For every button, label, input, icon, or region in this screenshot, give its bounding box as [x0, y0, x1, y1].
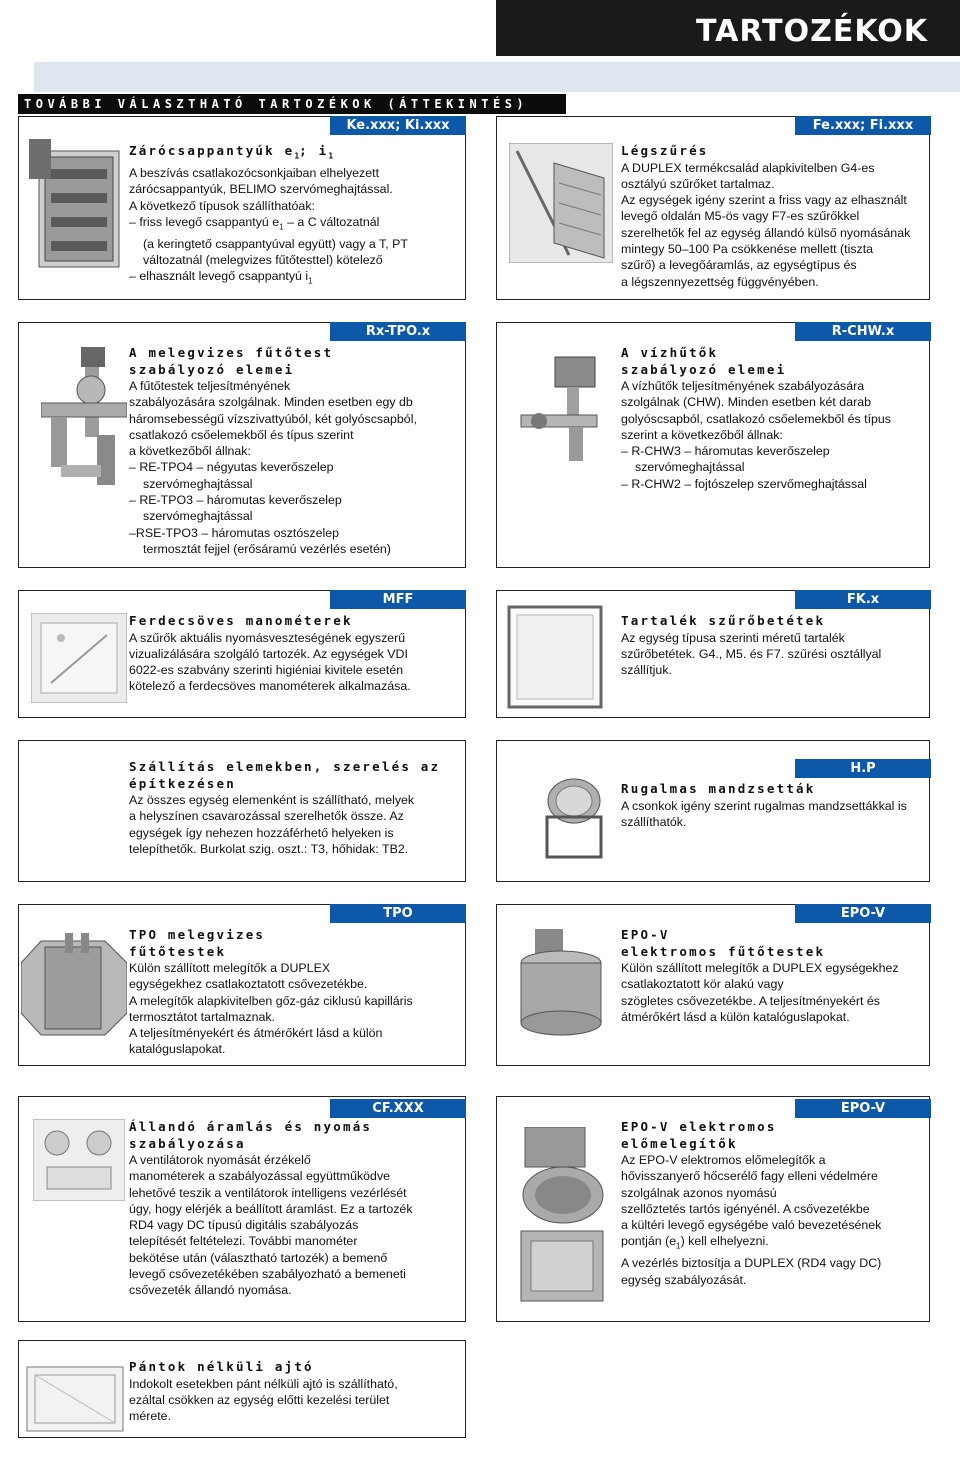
- card-title-2: szabályozó elemei: [129, 361, 295, 377]
- electric-heater-image: [511, 929, 611, 1059]
- product-code: EPO-V: [795, 1099, 931, 1118]
- card-text: [129, 345, 464, 557]
- text-line: A szűrők aktuális nyomásveszteségének egyszerű: [129, 630, 406, 645]
- text-line: hővisszanyerő hőcserélő fagy elleni védelmére: [621, 1169, 878, 1184]
- section-bar: [18, 94, 566, 114]
- card-title-2: építkezésen: [129, 775, 236, 791]
- section-title: TOVÁBBI VÁLASZTHATÓ TARTOZÉKOK (ÁTTEKINTÉS): [24, 97, 529, 111]
- card-title: Szállítás elemekben, szerelés az: [129, 759, 441, 774]
- product-code: R-CHW.x: [795, 322, 931, 341]
- card-zarocsappantyuk: [18, 116, 466, 300]
- text-line: golyóscsapból, csatlakozó csőelemekből és típus: [621, 411, 891, 426]
- text-line: egységekhez csatlakoztatott csővezetékbe.: [129, 977, 368, 992]
- product-code: Rx-TPO.x: [330, 322, 466, 341]
- text-line: szállítjuk.: [621, 663, 672, 678]
- product-code: CF.XXX: [330, 1099, 466, 1118]
- text-line: szolgálnak azonos nyomású: [621, 1185, 777, 1200]
- text-line: Külön szállított melegítők a DUPLEX: [129, 961, 331, 975]
- text-line: szállíthatók.: [621, 814, 687, 829]
- card-text: [621, 143, 921, 290]
- text-line: vizualizálására szolgáló tartozék. Az egységek VDI: [129, 646, 408, 661]
- header-bar: [496, 0, 960, 56]
- door-image: [25, 1365, 125, 1433]
- text-line: mintegy 50–100 Pa csökkenése mellett (tiszta: [621, 241, 874, 256]
- text-line: levegő csővezetékében szabályozható a bemeneti: [129, 1267, 406, 1282]
- text-line: A vezérlés biztosítja a DUPLEX (RD4 vagy DC): [621, 1256, 882, 1271]
- valve-image: [519, 355, 599, 467]
- text-line: úgy, hogy elérjék a beállított áramlást. Ez a tartozék: [129, 1201, 413, 1216]
- card-title: Állandó áramlás és nyomás: [129, 1119, 373, 1134]
- card-title: Tartalék szűrőbetétek: [621, 613, 826, 628]
- flexible-collar-image: [541, 771, 607, 863]
- text-line: RD4 vagy DC típusú digitális szabályozás: [129, 1218, 359, 1233]
- text-line: –RSE-TPO3 – háromutas osztószelep: [129, 525, 340, 540]
- card-rugalmas: [496, 740, 930, 882]
- card-tartalek: [496, 590, 930, 718]
- text-line: – R-CHW2 – fojtószelep szervőmeghajtással: [621, 476, 867, 491]
- text-line: Az egység típusa szerinti méretű tartalék: [621, 630, 845, 645]
- product-code: H.P: [795, 759, 931, 778]
- text-line: A DUPLEX termékcsalád alapkivitelben G4-es: [621, 160, 875, 175]
- text-line: szerelhetők fel az egység állandó külső nyomásának: [621, 225, 911, 240]
- card-allando: [18, 1096, 466, 1322]
- product-code: TPO: [330, 904, 466, 923]
- text-line: ezáltal csökken az egység előtti kezelési terület: [129, 1392, 390, 1407]
- pressure-sensor-image: [33, 1119, 125, 1201]
- text-line: csővezeték állandó nyomása.: [129, 1283, 292, 1298]
- card-title: Ferdecsöves manométerek: [129, 613, 353, 628]
- text-line: termosztátot tartalmaznak.: [129, 1009, 275, 1024]
- text-line: A beszívás csatlakozócsonkjaiban elhelyezett: [129, 166, 380, 180]
- text-line: a légszennyezettség függvényében.: [621, 274, 819, 289]
- text-line: osztályú szűrőket tartalmaz.: [621, 176, 775, 191]
- card-pantok: [18, 1340, 466, 1438]
- product-code: FK.x: [795, 590, 931, 609]
- text-line: a kültéri levegő egységébe való bevezetésének: [621, 1218, 882, 1233]
- text-line: szűrő) a levegőáramlás, az egységtípus és: [621, 258, 857, 273]
- card-text: [129, 1119, 464, 1299]
- card-melegvizes: [18, 322, 466, 568]
- text-line: zárócsappantyúk, BELIMO szervómeghajtással.: [129, 182, 393, 197]
- card-title: TPO melegvizes: [129, 927, 266, 942]
- text-line: bekötése után (választható tartozék) a bemenő: [129, 1250, 388, 1265]
- text-line: változatnál (melegvizes fűtőtesttel) kötelező: [143, 252, 383, 267]
- preheater-image: [513, 1127, 611, 1313]
- card-tpo: [18, 904, 466, 1066]
- text-line: Az összes egység elemenként is szállítható, melyek: [129, 793, 415, 807]
- card-title-2: szabályozó elemei: [621, 361, 787, 377]
- text-line: – RE-TPO4 – négyutas keverőszelep: [129, 460, 334, 475]
- text-line: A fűtőtestek teljesítményének: [129, 379, 291, 393]
- text-line: kötelező a ferdecsöves manométerek alkalmazása.: [129, 679, 411, 694]
- card-epo-v: [496, 904, 930, 1066]
- valve-assembly-image: [41, 345, 127, 495]
- text-line: szervómeghajtással: [143, 509, 253, 524]
- text-line: mérete.: [129, 1409, 172, 1424]
- text-line: a helyszínen csavarozással szerelhetők össze. Az: [129, 809, 404, 824]
- product-code: Fe.xxx; Fi.xxx: [795, 116, 931, 135]
- card-szallitas: [18, 740, 466, 882]
- card-ferdecsoves: [18, 590, 466, 718]
- text-line: szolgálnak (CHW). Minden esetben két darab: [621, 395, 871, 410]
- card-legszures: [496, 116, 930, 300]
- card-title: Pántok nélküli ajtó: [129, 1359, 314, 1374]
- page-header-title: TARTOZÉKOK: [696, 14, 928, 49]
- card-title: Rugalmas mandzsetták: [621, 781, 816, 796]
- text-line: szellőztetés tartós igényénél. A csővezetékbe: [621, 1201, 870, 1216]
- card-title-2: előmelegítők: [621, 1135, 738, 1151]
- text-line: szögletes csővezetékbe. A teljesítményekért és: [621, 993, 880, 1008]
- product-code: EPO-V: [795, 904, 931, 923]
- text-line: Az EPO-V elektromos előmelegítők a: [621, 1153, 826, 1167]
- text-line: A ventilátorok nyomását érzékelő: [129, 1153, 311, 1167]
- card-title: A vízhűtők: [621, 345, 719, 360]
- text-line: háromsebességű vízszivattyúból, két golyóscsapból,: [129, 411, 417, 426]
- card-text: [621, 927, 921, 1025]
- text-line: Az egységek igény szerint a friss vagy az elhasznált: [621, 193, 907, 208]
- text-line: egység szabályozását.: [621, 1272, 747, 1287]
- card-title: A melegvizes fűtőtest: [129, 345, 334, 360]
- card-title: EPO-V elektromos: [621, 1119, 777, 1134]
- text-line: – R-CHW3 – háromutas keverőszelep: [621, 444, 830, 459]
- filter-image: [509, 143, 613, 263]
- card-vizhutok: [496, 322, 930, 568]
- card-text: [621, 345, 921, 492]
- text-line: egységek így nehezen hozzáférhető helyeken is: [129, 825, 394, 840]
- text-line: átmérőkért lásd a külön katalóguslapokat.: [621, 1009, 850, 1024]
- text-line: csatlakozó csőelemekből és típus szerint: [129, 427, 354, 442]
- text-line: telepítését feltételezi. További manométer: [129, 1234, 358, 1249]
- card-epo-v-elomelegito: [496, 1096, 930, 1322]
- card-text: [129, 613, 464, 695]
- text-line: szabályozására szolgálnak. Minden esetben egy db: [129, 395, 413, 410]
- text-line: A csonkok igény szerint rugalmas mandzsettákkal is: [621, 798, 907, 813]
- card-text: [621, 613, 921, 678]
- card-title: EPO-V: [621, 927, 670, 942]
- text-line: A teljesítményekért és átmérőkért lásd a külön: [129, 1026, 383, 1041]
- manometer-image: [31, 613, 127, 703]
- text-line: – RE-TPO3 – háromutas keverőszelep: [129, 493, 342, 508]
- text-line: szűrőbetétek. G4., M5. és F7. szűrési osztállyal: [621, 646, 882, 661]
- text-line: katalóguslapokat.: [129, 1042, 226, 1057]
- text-line: termosztát fejjel (erősáramú vezérlés esetén): [143, 541, 391, 556]
- card-text: [129, 927, 464, 1058]
- filter-insert-image: [507, 605, 603, 709]
- card-title-2: szabályozása: [129, 1135, 246, 1151]
- water-heater-image: [21, 933, 127, 1043]
- text-line: 6022-es szabvány szerinti higiéniai kivitele esetén: [129, 663, 404, 678]
- card-title-2: fűtőtestek: [129, 943, 227, 959]
- text-line: A melegítők alapkivitelben gőz-gáz ciklusú kapilláris: [129, 993, 413, 1008]
- text-line: lehetővé teszik a ventilátorok intelligens vezérlését: [129, 1185, 407, 1200]
- background-band: [34, 62, 960, 92]
- card-text: [129, 759, 464, 857]
- text-line: szervómeghajtással: [143, 476, 253, 491]
- card-title-2: elektromos fűtőtestek: [621, 943, 826, 959]
- text-line: A következő típusok szállíthatóak:: [129, 198, 315, 213]
- card-text: [621, 1119, 921, 1288]
- text-line: pontján $(e_1)$ kell elhelyezni.: [621, 1234, 769, 1251]
- text-line: Külön szállított melegítők a DUPLEX egységekhez: [621, 961, 899, 975]
- text-line: – elhasznált levegő csappantyú $i_1$: [129, 269, 313, 286]
- card-title: Légszűrés: [621, 143, 709, 158]
- product-code: MFF: [330, 590, 466, 609]
- text-line: levegő oldalán M5-ös vagy F7-es szűrőkkel: [621, 209, 860, 224]
- damper-image: [29, 139, 129, 277]
- product-code: Ke.xxx; Ki.xxx: [330, 116, 466, 135]
- card-text: [129, 1359, 464, 1424]
- card-text: [621, 781, 921, 830]
- text-line: manométerek a szabályozással együttműködve: [129, 1169, 391, 1184]
- text-line: Indokolt esetekben pánt nélküli ajtó is szállítható,: [129, 1376, 398, 1391]
- card-text: [129, 143, 459, 290]
- text-line: szervómeghajtással: [635, 460, 745, 475]
- text-line: telepíthetők. Burkolat szig. oszt.: T3, hőhidak: TB2.: [129, 841, 409, 856]
- text-line: csatlakoztatott kör alakú vagy: [621, 977, 784, 992]
- text-line: – friss levegő csappantyú $e_1$ – a C változatnál: [129, 214, 380, 232]
- text-line: szerint a következőből állnak:: [621, 427, 783, 442]
- text-line: A vízhűtők teljesítményének szabályozására: [621, 379, 865, 393]
- text-line: (a keringtető csappantyúval együtt) vagy a T, PT: [143, 236, 408, 251]
- text-line: a következőből állnak:: [129, 444, 251, 459]
- card-title: Zárócsappantyúk $e_1$; $i_1$: [129, 143, 334, 161]
